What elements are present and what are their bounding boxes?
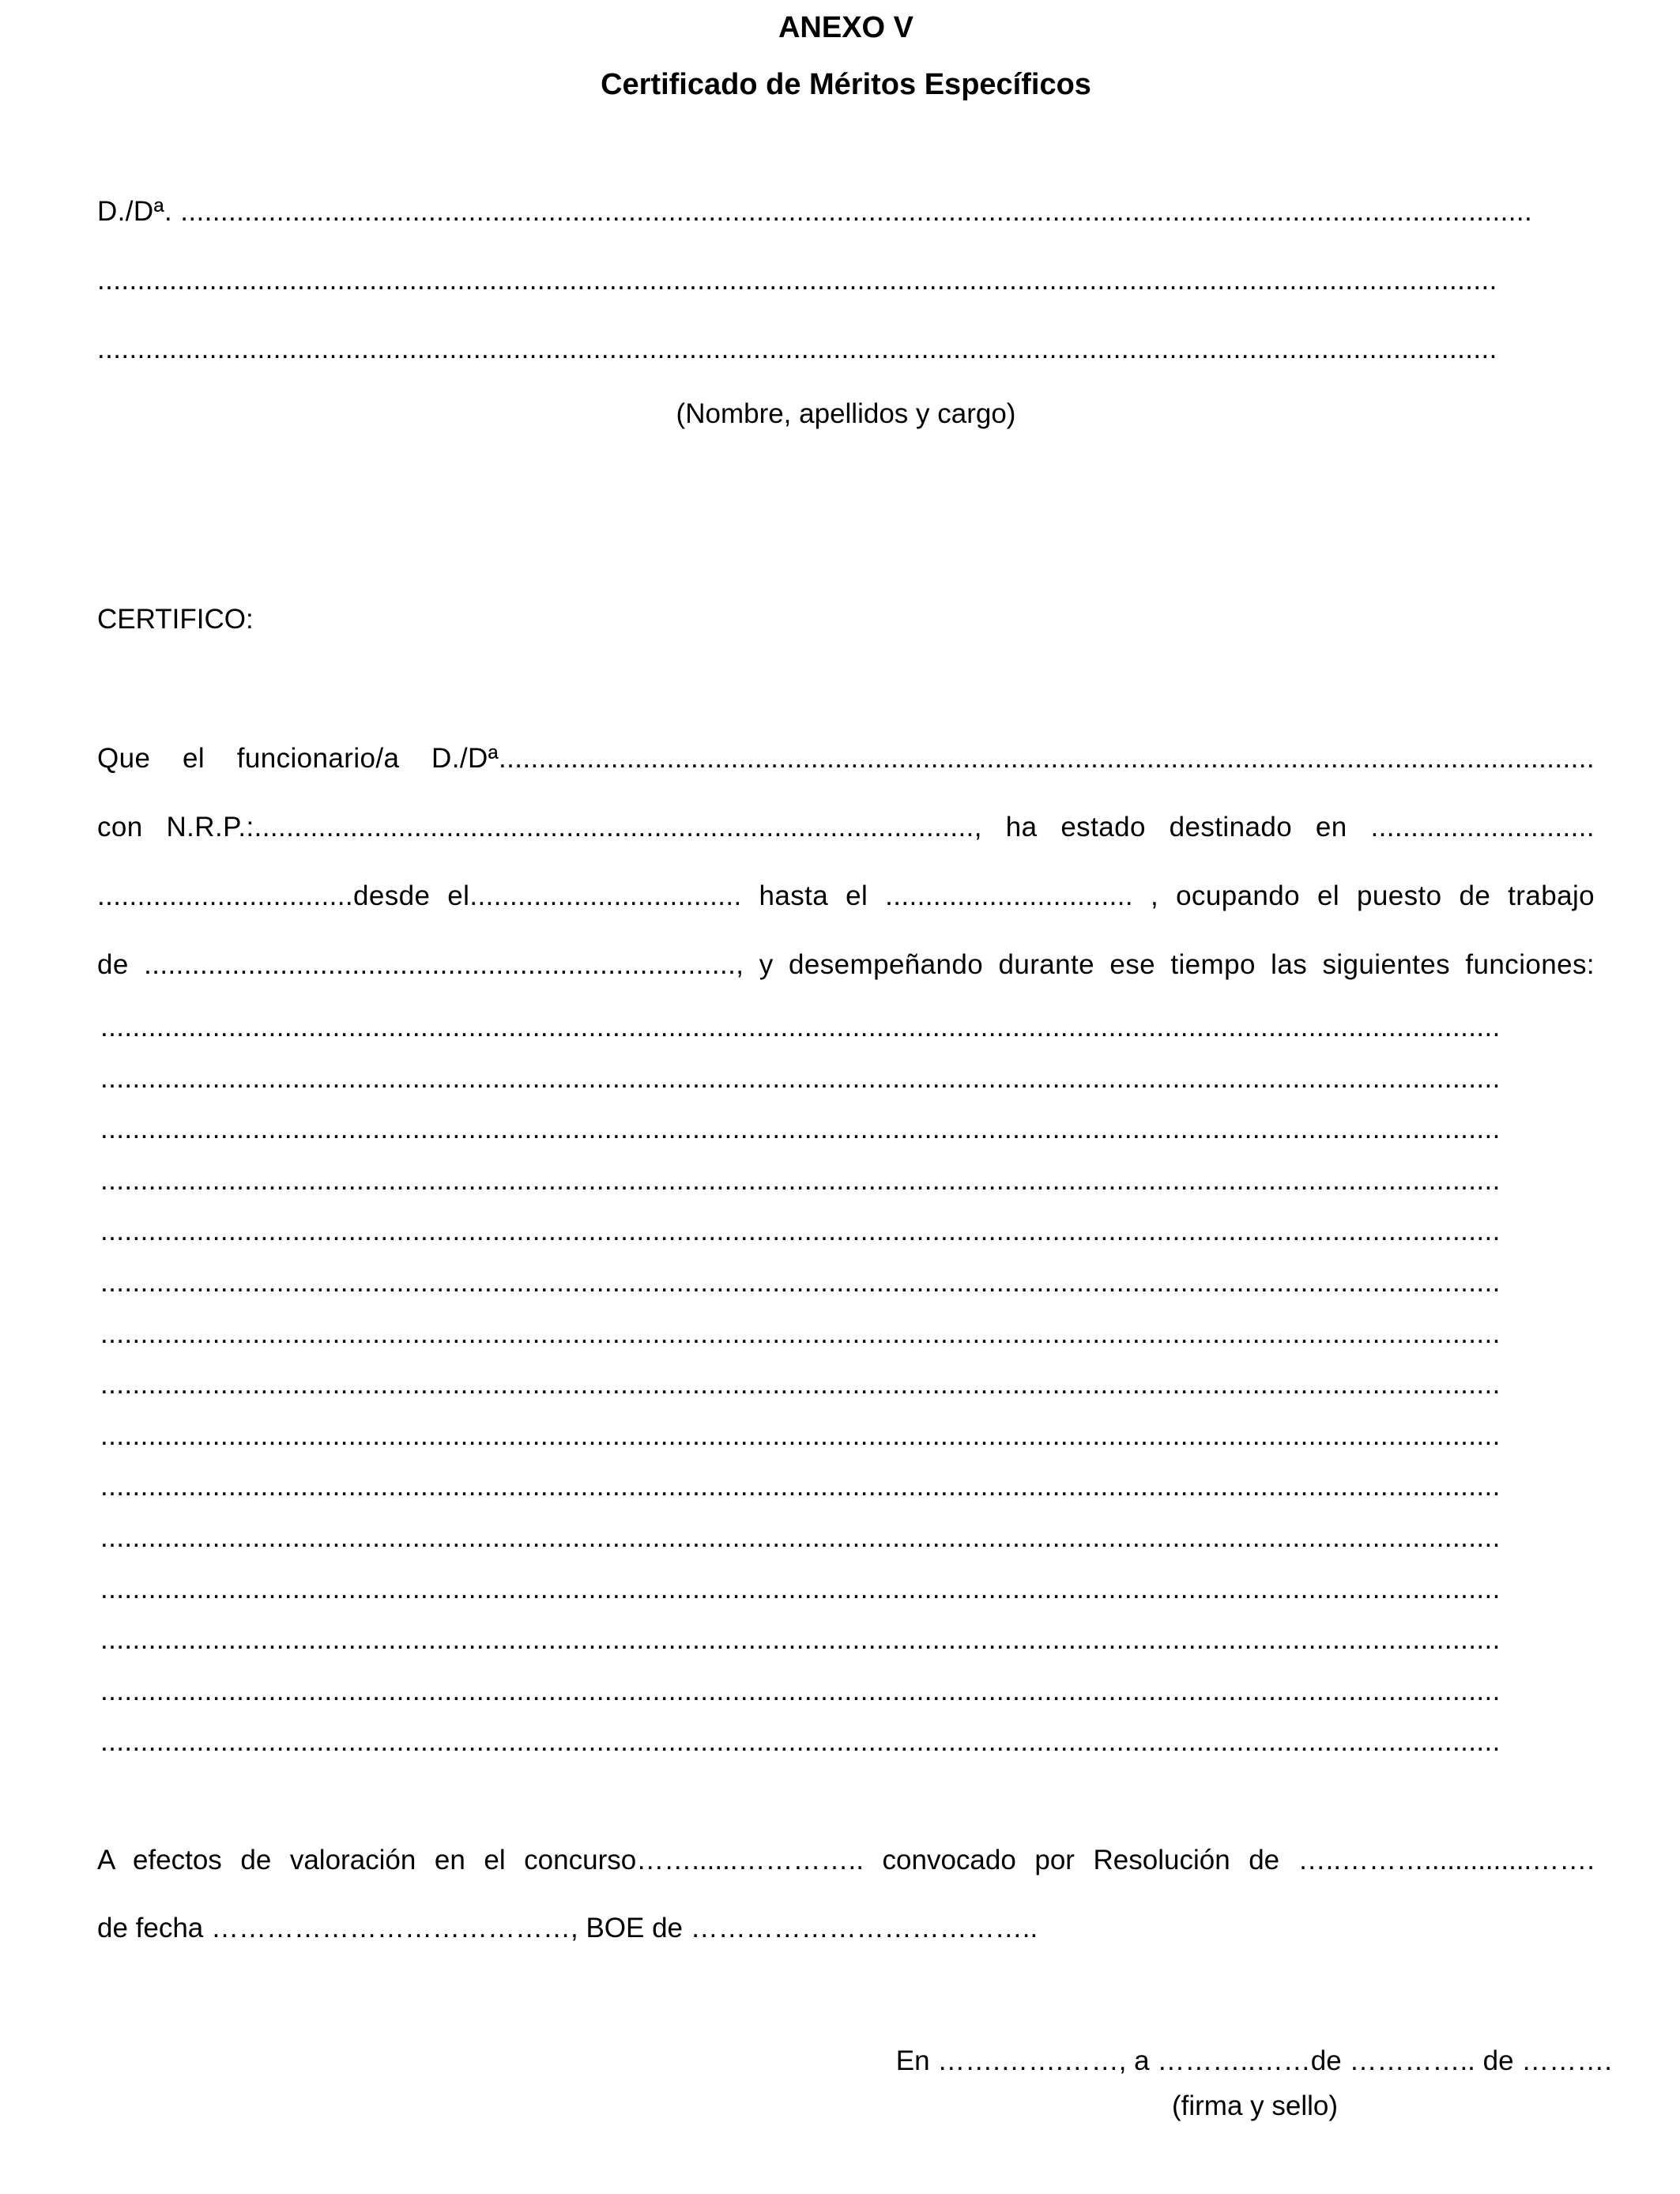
certifier-name-line-2: ............................................................................................................................................................................... xyxy=(97,265,1497,296)
function-dotted-line: ............................................................................................................................................................................... xyxy=(100,1522,1501,1553)
place-date-line: En …….…….……, a ………..……de ………….. de ………. xyxy=(895,2045,1612,2076)
function-dotted-line: ............................................................................................................................................................................... xyxy=(100,1369,1501,1400)
function-dotted-line: ............................................................................................................................................................................... xyxy=(100,1114,1501,1145)
function-dotted-line: ............................................................................................................................................................................... xyxy=(100,1164,1501,1196)
function-dotted-line: ............................................................................................................................................................................... xyxy=(100,1062,1501,1094)
function-dotted-line: ............................................................................................................................................................................... xyxy=(100,1471,1501,1502)
function-dotted-line: ............................................................................................................................................................................... xyxy=(100,1318,1501,1349)
body-line-4: de .........................................................................., y desempeñando durante ese tiempo las siguientes funciones: xyxy=(97,949,1595,980)
body-line-3: ................................desde el.................................. hasta el ............................... , ocupando el puesto de trabajo xyxy=(97,880,1595,911)
function-dotted-line: ............................................................................................................................................................................... xyxy=(100,1624,1501,1656)
function-dotted-line: ............................................................................................................................................................................... xyxy=(100,1267,1501,1298)
document-title: Certificado de Méritos Específicos xyxy=(601,68,1091,101)
function-dotted-line: ............................................................................................................................................................................... xyxy=(100,1573,1501,1604)
footer-line-2: de fecha …………………………………, BOE de ……………………………….. xyxy=(97,1913,1038,1943)
body-line-1: Que el funcionario/a D./Dª......................................................................................................................................... xyxy=(97,743,1595,774)
function-dotted-line: ............................................................................................................................................................................... xyxy=(100,1012,1501,1042)
certifier-caption: (Nombre, apellidos y cargo) xyxy=(676,398,1016,429)
certifico-heading: CERTIFICO: xyxy=(97,604,254,635)
certifier-name-line-3: ............................................................................................................................................................................... xyxy=(97,334,1497,364)
function-dotted-line: ............................................................................................................................................................................... xyxy=(100,1675,1501,1706)
footer-line-1: A efectos de valoración en el concurso……......………….. convocado por Resolución de …..………..............……. xyxy=(97,1845,1595,1875)
function-dotted-line: ............................................................................................................................................................................... xyxy=(100,1726,1501,1758)
signature-caption: (firma y sello) xyxy=(1172,2090,1339,2121)
body-line-2: con N.R.P.:.........................................................................................., ha estado destinado en ............................ xyxy=(97,812,1595,843)
certifier-name-line-1: D./Dª. ......................................................................................................................................................................... xyxy=(97,196,1533,227)
function-dotted-line: ............................................................................................................................................................................... xyxy=(100,1216,1501,1247)
annex-heading: ANEXO V xyxy=(778,11,914,44)
function-dotted-line: ............................................................................................................................................................................... xyxy=(100,1419,1501,1451)
